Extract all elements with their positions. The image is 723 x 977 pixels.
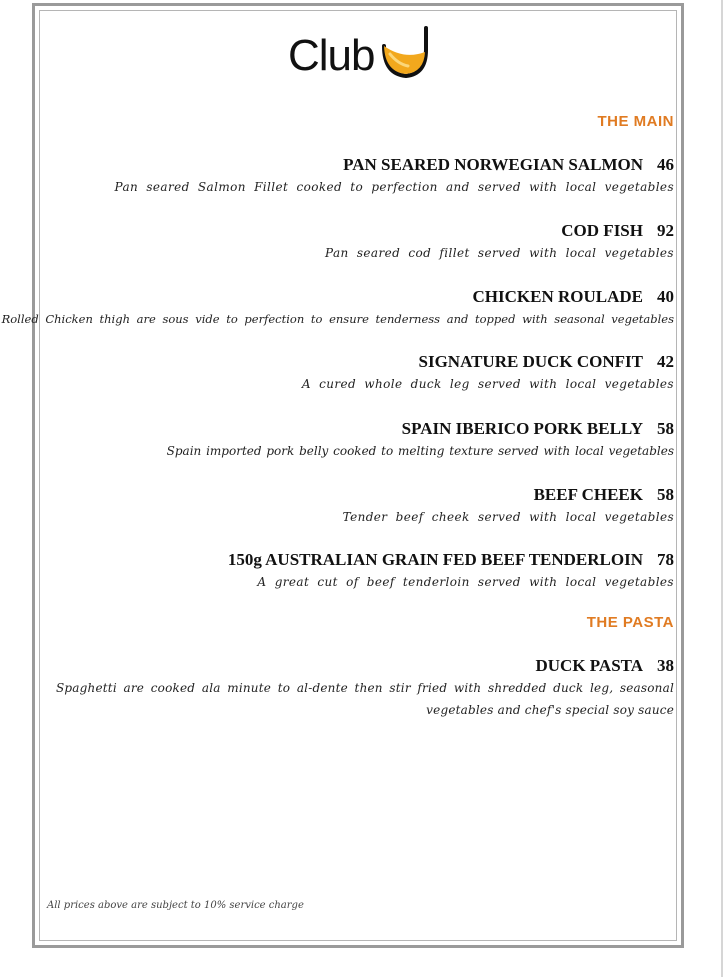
menu-item-price: 78	[657, 550, 674, 569]
menu-item-name: DUCK PASTA	[535, 656, 643, 675]
menu-item-description: Rolled Chicken thigh are sous vide to perfection to ensure tenderness and topped with seasonal vegetables	[1, 312, 674, 326]
logo-text: Club	[288, 31, 375, 80]
menu-item	[302, 351, 674, 395]
menu-item-name: SIGNATURE DUCK CONFIT	[418, 352, 643, 371]
menu-page-inner-border	[39, 10, 677, 941]
menu-item	[228, 549, 674, 593]
menu-item-name: 150g AUSTRALIAN GRAIN FED BEEF TENDERLOIN	[227, 550, 643, 569]
menu-item-description: Pan seared Salmon Fillet cooked to perfection and served with local vegetables	[114, 180, 674, 194]
menu-item-header	[167, 418, 674, 440]
menu-item-header	[343, 484, 674, 506]
menu-item-description: Spaghetti are cooked ala minute to al-dente then stir fried with shredded duck leg, seasonal vegetables and chef's special soy sauce	[56, 681, 674, 717]
menu-page-border	[32, 3, 684, 948]
menu-item-name: SPAIN IBERICO PORK BELLY	[401, 419, 643, 438]
menu-item	[167, 418, 674, 462]
menu-item-description: Pan seared cod fillet served with local vegetables	[325, 246, 674, 260]
menu-item-header	[115, 154, 674, 176]
menu-item	[56, 655, 674, 721]
menu-item-description: A great cut of beef tenderloin served with local vegetables	[257, 575, 674, 589]
menu-item	[2, 286, 674, 330]
glass-logo-icon	[378, 20, 434, 82]
menu-item-name: PAN SEARED NORWEGIAN SALMON	[343, 155, 643, 174]
menu-item-price: 38	[657, 656, 674, 675]
menu-item-price: 58	[657, 419, 674, 438]
menu-item-price: 46	[657, 155, 674, 174]
menu-item-header	[302, 351, 674, 373]
section-title-pasta: THE PASTA	[586, 614, 674, 631]
menu-item	[115, 154, 674, 198]
menu-item-header	[2, 286, 674, 308]
club-logo	[288, 20, 438, 84]
menu-item	[343, 484, 674, 528]
menu-item-header	[56, 655, 674, 677]
menu-item-price: 42	[657, 352, 674, 371]
menu-item-name: BEEF CHEEK	[533, 485, 643, 504]
menu-item-description: A cured whole duck leg served with local vegetables	[301, 377, 674, 391]
menu-item	[325, 220, 674, 264]
menu-item-description: Tender beef cheek served with local vegetables	[342, 510, 674, 524]
menu-item-name: CHICKEN ROULADE	[472, 287, 643, 306]
menu-item-price: 92	[657, 221, 674, 240]
menu-item-name: COD FISH	[561, 221, 643, 240]
menu-item-header	[228, 549, 674, 571]
menu-item-header	[325, 220, 674, 242]
service-charge-note: All prices above are subject to 10% service charge	[47, 900, 304, 911]
menu-item-price: 40	[657, 287, 674, 306]
menu-item-price: 58	[657, 485, 674, 504]
menu-item-description: Spain imported pork belly cooked to melting texture served with local vegetables	[166, 444, 674, 458]
section-title-main: THE MAIN	[597, 113, 674, 130]
